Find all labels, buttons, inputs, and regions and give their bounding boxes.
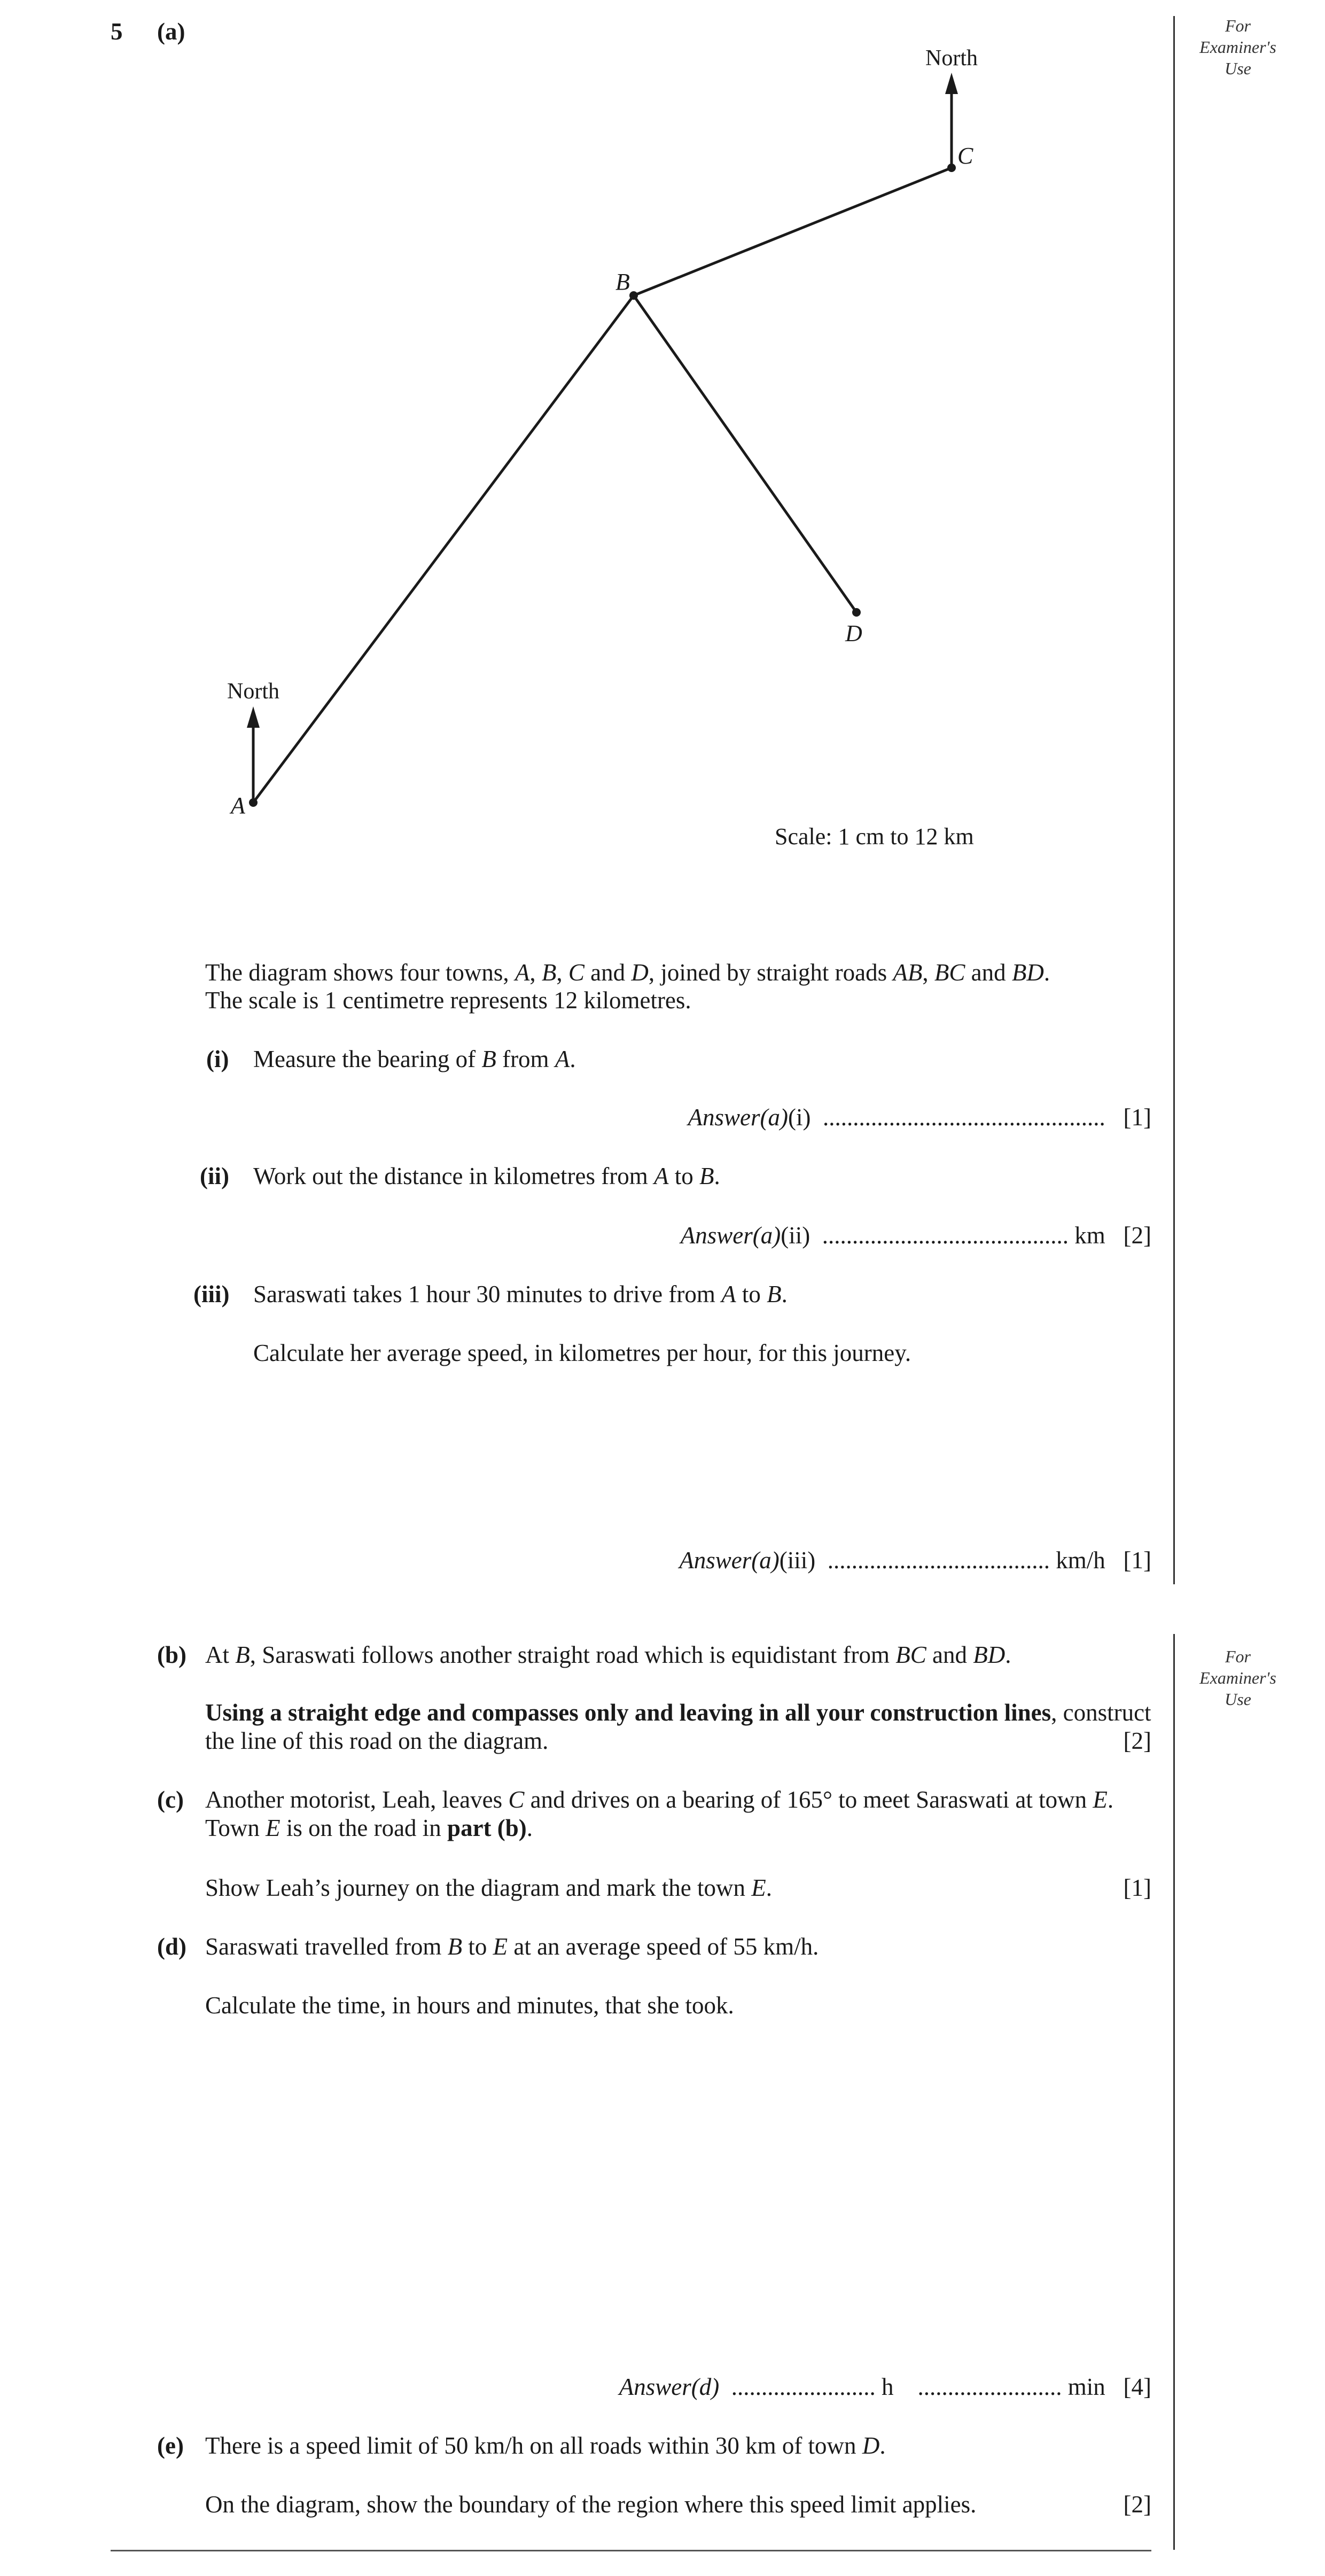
- town-d-label: D: [845, 620, 862, 647]
- text: .: [1107, 1786, 1114, 1813]
- question-number: 5: [111, 18, 123, 45]
- answer-input-a-iii[interactable]: .....................................: [827, 1547, 1050, 1574]
- text: Saraswati travelled from: [205, 1933, 448, 1960]
- examiner-examiners: Examiner's: [1199, 37, 1276, 57]
- text: at an average speed of 55 km/h.: [508, 1933, 819, 1960]
- road-bd-ref: BD: [1011, 959, 1044, 986]
- town-d-ref: D: [862, 2432, 880, 2459]
- marks: [4]: [1123, 2373, 1151, 2400]
- answer-input-d-hours[interactable]: ........................: [731, 2373, 876, 2400]
- town-c-ref: C: [568, 959, 584, 986]
- unit-min: min: [1067, 2373, 1105, 2400]
- north-arrow-c-head: [945, 73, 958, 94]
- town-e-ref: E: [1093, 1786, 1108, 1813]
- marks: [1]: [1123, 1104, 1151, 1131]
- text: ,: [529, 959, 542, 986]
- town-a-ref: A: [515, 959, 530, 986]
- text: , joined by straight roads: [648, 959, 893, 986]
- part-a-ii-answer-line: [681, 1221, 1151, 1250]
- text: .: [879, 2432, 886, 2459]
- part-a-label: (a): [157, 18, 185, 45]
- part-b-line2: [205, 1698, 1151, 1727]
- examiner-examiners: Examiner's: [1199, 1668, 1276, 1687]
- answer-part: (i): [788, 1104, 811, 1131]
- town-b-label: B: [615, 269, 630, 295]
- part-ref-bold: part (b): [447, 1815, 527, 1841]
- text: .: [1043, 959, 1050, 986]
- examiner-for: For: [1225, 16, 1251, 35]
- text: and: [584, 959, 632, 986]
- part-c-label: (c): [157, 1786, 184, 1813]
- text: from: [496, 1046, 555, 1072]
- town-b-point: [629, 291, 638, 300]
- part-b-line1: [205, 1640, 1011, 1669]
- town-a-ref: A: [555, 1046, 570, 1072]
- answer-part: (ii): [781, 1222, 810, 1249]
- town-b-ref: B: [699, 1163, 714, 1189]
- text: There is a speed limit of 50 km/h on all roads within 30 km of town: [205, 2432, 862, 2459]
- answer-input-a-ii[interactable]: .........................................: [822, 1222, 1069, 1249]
- examiner-use: Use: [1225, 59, 1251, 78]
- town-b-ref: B: [481, 1046, 496, 1072]
- examiner-use-box-bottom: [1192, 1646, 1283, 1710]
- examiner-margin-line-bottom: [1173, 1634, 1175, 2550]
- town-d-point: [852, 608, 861, 617]
- part-d-answer-line: [619, 2372, 1151, 2401]
- part-a-i-label: (i): [206, 1046, 229, 1072]
- town-b-ref: B: [447, 1933, 463, 1960]
- town-c-point: [947, 164, 956, 172]
- town-a-label: A: [231, 792, 245, 819]
- part-a-ii-label: (ii): [200, 1163, 229, 1189]
- part-e-label: (e): [157, 2432, 184, 2459]
- unit-h: h: [882, 2373, 894, 2400]
- part-e-line2: On the diagram, show the boundary of the region where this speed limit applies.: [205, 2491, 977, 2518]
- road-bc-ref: BC: [895, 1641, 926, 1668]
- part-d-line1: [205, 1932, 819, 1961]
- part-e-line1: [205, 2431, 886, 2460]
- part-e-marks: [2]: [1123, 2491, 1151, 2518]
- town-b-ref: B: [541, 959, 557, 986]
- towns-diagram: [0, 0, 1325, 882]
- answer-label: Answer(d): [619, 2373, 720, 2400]
- unit: km/h: [1056, 1547, 1105, 1574]
- part-b-line3: the line of this road on the diagram.: [205, 1727, 549, 1754]
- text: Show Leah’s journey on the diagram and mark the town: [205, 1874, 752, 1901]
- text: , construct: [1051, 1699, 1151, 1726]
- part-a-i-question: [253, 1045, 576, 1073]
- part-a-iii-label: (iii): [193, 1281, 230, 1308]
- text: to: [736, 1281, 767, 1308]
- part-a-ii-question: [253, 1162, 720, 1190]
- part-a-iii-question-2: Calculate her average speed, in kilometres per hour, for this journey.: [253, 1340, 911, 1366]
- town-e-ref: E: [266, 1815, 280, 1841]
- town-a-ref: A: [721, 1281, 736, 1308]
- road-bd-ref: BD: [973, 1641, 1006, 1668]
- examiner-for: For: [1225, 1647, 1251, 1666]
- town-c-label: C: [957, 143, 973, 169]
- text: Work out the distance in kilometres from: [253, 1163, 654, 1189]
- road-bc: [634, 168, 952, 295]
- road-ab-ref: AB: [893, 959, 923, 986]
- text: .: [570, 1046, 576, 1072]
- text: , Saraswati follows another straight road which is equidistant from: [250, 1641, 896, 1668]
- north-arrow-a-head: [247, 706, 260, 728]
- text: ,: [922, 959, 934, 986]
- text: .: [714, 1163, 720, 1189]
- part-d-line2: Calculate the time, in hours and minutes, that she took.: [205, 1992, 734, 2019]
- text: .: [781, 1281, 788, 1308]
- scale-label: Scale: 1 cm to 12 km: [775, 823, 974, 850]
- answer-input-d-minutes[interactable]: ........................: [917, 2373, 1062, 2400]
- part-a-i-answer-line: [688, 1103, 1151, 1132]
- town-b-ref: B: [767, 1281, 782, 1308]
- text: Measure the bearing of: [253, 1046, 482, 1072]
- text: Another motorist, Leah, leaves: [205, 1786, 509, 1813]
- answer-input-a-i[interactable]: ...............................................: [823, 1104, 1105, 1131]
- text: At: [205, 1641, 236, 1668]
- part-c-line3: [205, 1873, 772, 1902]
- part-a-intro-line2: The scale is 1 centimetre represents 12 kilometres.: [205, 987, 691, 1014]
- part-c-marks: [1]: [1123, 1874, 1151, 1901]
- part-a-iii-answer-line: [679, 1546, 1151, 1575]
- town-e-ref: E: [751, 1874, 766, 1901]
- road-bc-ref: BC: [934, 959, 965, 986]
- part-c-line1: [205, 1785, 1113, 1814]
- answer-part: (iii): [779, 1547, 816, 1574]
- text: .: [766, 1874, 773, 1901]
- text: .: [526, 1815, 533, 1841]
- town-d-ref: D: [631, 959, 649, 986]
- road-bd: [634, 295, 856, 612]
- text: The diagram shows four towns,: [205, 959, 515, 986]
- road-ab: [253, 295, 634, 803]
- text: ,: [556, 959, 568, 986]
- text: Saraswati takes 1 hour 30 minutes to drive from: [253, 1281, 722, 1308]
- part-b-marks: [2]: [1123, 1727, 1151, 1754]
- part-d-label: (d): [157, 1933, 186, 1960]
- part-b-label: (b): [157, 1641, 186, 1668]
- north-label-c: North: [925, 46, 978, 71]
- text: and drives on a bearing of 165° to meet Saraswati at town: [524, 1786, 1093, 1813]
- part-a-intro-line1: [205, 958, 1050, 987]
- text: .: [1005, 1641, 1011, 1668]
- town-c-ref: C: [508, 1786, 525, 1813]
- part-c-line2: [205, 1814, 533, 1842]
- text: and: [965, 959, 1012, 986]
- examiner-use: Use: [1225, 1690, 1251, 1709]
- unit: km: [1074, 1222, 1105, 1249]
- text: Town: [205, 1815, 266, 1841]
- answer-label: Answer(a): [680, 1222, 781, 1249]
- town-b-ref: B: [235, 1641, 250, 1668]
- marks: [1]: [1123, 1547, 1151, 1574]
- text: and: [926, 1641, 973, 1668]
- text: is on the road in: [280, 1815, 448, 1841]
- marks: [2]: [1123, 1222, 1151, 1249]
- town-a-point: [249, 798, 258, 807]
- town-a-ref: A: [653, 1163, 669, 1189]
- answer-label: Answer(a): [688, 1104, 789, 1131]
- town-e-ref: E: [493, 1933, 508, 1960]
- text: to: [462, 1933, 493, 1960]
- page-bottom-rule: [111, 2550, 1151, 2551]
- instruction-bold: Using a straight edge and compasses only and leaving in all your construction lines: [205, 1699, 1051, 1726]
- answer-label: Answer(a): [679, 1547, 780, 1574]
- north-label-a: North: [227, 679, 279, 704]
- text: to: [668, 1163, 699, 1189]
- part-a-iii-question: [253, 1280, 788, 1309]
